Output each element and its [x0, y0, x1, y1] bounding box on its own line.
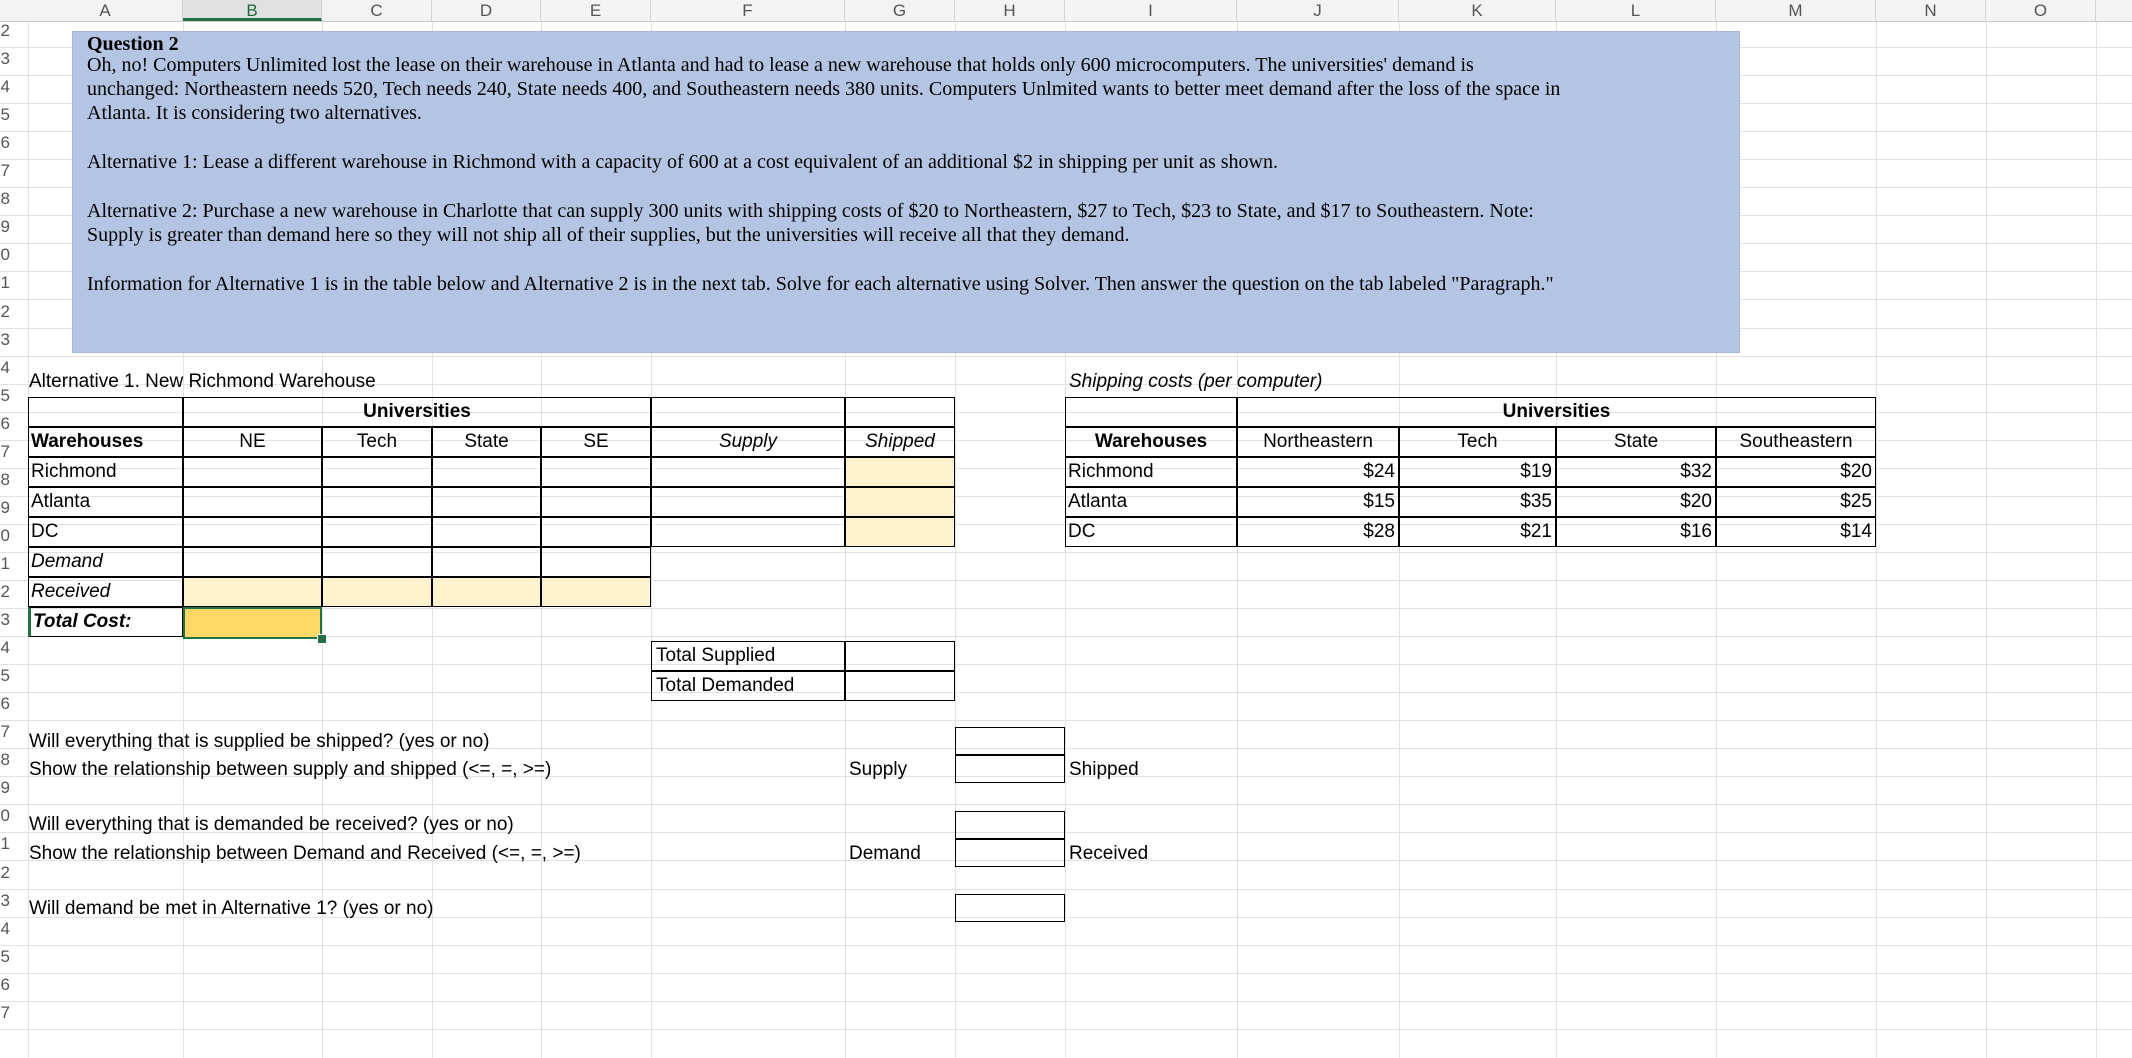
row-number[interactable]: 0: [0, 807, 10, 825]
shipping-header-tech[interactable]: Tech: [1399, 427, 1556, 457]
shipped-label[interactable]: Shipped: [1069, 759, 1139, 780]
shipping-cost-cell[interactable]: $15: [1237, 487, 1399, 517]
table-cell[interactable]: [1065, 397, 1237, 427]
row-number[interactable]: 8: [0, 190, 10, 208]
total-supplied-cell[interactable]: [845, 641, 955, 671]
table-cell[interactable]: [651, 397, 845, 427]
column-header-b[interactable]: B: [183, 0, 322, 21]
table-cell[interactable]: [28, 397, 183, 427]
question-text-box[interactable]: [72, 31, 1740, 353]
row-number[interactable]: 6: [0, 695, 10, 713]
allocation-cell[interactable]: [541, 487, 651, 517]
answer-cell-1[interactable]: [955, 727, 1065, 755]
row-number[interactable]: 5: [0, 387, 10, 405]
column-header-m[interactable]: M: [1716, 0, 1876, 21]
allocation-cell[interactable]: [322, 517, 432, 547]
row-number[interactable]: 0: [0, 246, 10, 264]
universities-header[interactable]: Universities: [183, 397, 651, 427]
allocation-cell[interactable]: [322, 487, 432, 517]
header-warehouses[interactable]: Warehouses: [28, 427, 183, 457]
fill-handle[interactable]: [317, 634, 327, 644]
row-number[interactable]: 2: [0, 864, 10, 882]
allocation-cell[interactable]: [183, 457, 322, 487]
header-supply[interactable]: Supply: [651, 427, 845, 457]
total-cost-label[interactable]: Total Cost:: [28, 607, 183, 637]
demand-label[interactable]: Demand: [849, 843, 921, 864]
answer-cell-2[interactable]: [955, 755, 1065, 783]
question-1[interactable]: Will everything that is supplied be shipped? (yes or no): [29, 731, 490, 752]
header-state[interactable]: State: [432, 427, 541, 457]
row-number[interactable]: 3: [0, 892, 10, 910]
shipping-cost-cell[interactable]: $14: [1716, 517, 1876, 547]
shipped-cell[interactable]: [845, 517, 955, 547]
column-header-bar: [0, 0, 2132, 22]
shipping-row-label[interactable]: Atlanta: [1065, 487, 1237, 517]
row-number[interactable]: 5: [0, 948, 10, 966]
shipping-row-label[interactable]: Richmond: [1065, 457, 1237, 487]
row-number[interactable]: 9: [0, 218, 10, 236]
shipping-header-northeastern[interactable]: Northeastern: [1237, 427, 1399, 457]
textbox-line: Atlanta. It is considering two alternatives.: [87, 102, 422, 124]
question-title: Question 2: [87, 33, 179, 55]
row-number[interactable]: 3: [0, 50, 10, 68]
supply-label[interactable]: Supply: [849, 759, 908, 780]
shipping-cost-cell[interactable]: $20: [1556, 487, 1716, 517]
shipping-cost-cell[interactable]: $20: [1716, 457, 1876, 487]
row-number[interactable]: 1: [0, 835, 10, 853]
column-header-j[interactable]: J: [1237, 0, 1399, 21]
allocation-cell[interactable]: [183, 517, 322, 547]
row-number[interactable]: 7: [0, 1004, 10, 1022]
total-demanded-label[interactable]: Total Demanded: [651, 671, 845, 701]
row-label-dc[interactable]: DC: [28, 517, 183, 547]
column-header-k[interactable]: K: [1399, 0, 1556, 21]
demand-cell[interactable]: [432, 547, 541, 577]
allocation-cell[interactable]: [541, 517, 651, 547]
answer-cell-5[interactable]: [955, 894, 1065, 922]
alt-table-title[interactable]: Alternative 1. New Richmond Warehouse: [29, 371, 376, 392]
row-number[interactable]: 1: [0, 274, 10, 292]
textbox-line: Information for Alternative 1 is in the table below and Alternative 2 is in the next tab. Solve for each alternative using Solver. Then answer the question on the tab labeled "Paragraph.": [87, 273, 1554, 295]
total-cost-cell[interactable]: [183, 607, 322, 639]
received-cell[interactable]: [541, 577, 651, 607]
shipping-header-state[interactable]: State: [1556, 427, 1716, 457]
answer-cell-4[interactable]: [955, 839, 1065, 867]
shipping-cost-cell[interactable]: $32: [1556, 457, 1716, 487]
allocation-cell[interactable]: [432, 487, 541, 517]
row-number[interactable]: 7: [0, 443, 10, 461]
column-header-a[interactable]: A: [28, 0, 183, 21]
row-number[interactable]: 0: [0, 527, 10, 545]
column-header-g[interactable]: G: [845, 0, 955, 21]
column-header-f[interactable]: F: [651, 0, 845, 21]
question-3[interactable]: Will everything that is demanded be received? (yes or no): [29, 814, 514, 835]
row-number[interactable]: 4: [0, 78, 10, 96]
supply-cell[interactable]: [651, 457, 845, 487]
header-se[interactable]: SE: [541, 427, 651, 457]
row-label-atlanta[interactable]: Atlanta: [28, 487, 183, 517]
demand-cell[interactable]: [322, 547, 432, 577]
shipping-table-title[interactable]: Shipping costs (per computer): [1069, 371, 1323, 392]
column-header-n[interactable]: N: [1876, 0, 1986, 21]
textbox-line: Alternative 1: Lease a different warehouse in Richmond with a capacity of 600 at a cost equivalent of an additional $2 in shipping per unit as shown.: [87, 151, 1278, 173]
question-5[interactable]: Will demand be met in Alternative 1? (yes or no): [29, 898, 434, 919]
textbox-line: Supply is greater than demand here so they will not ship all of their supplies, but the universities will receive all that they demand.: [87, 224, 1130, 246]
row-number[interactable]: 4: [0, 639, 10, 657]
row-number[interactable]: 2: [0, 303, 10, 321]
shipping-cost-cell[interactable]: $19: [1399, 457, 1556, 487]
row-number[interactable]: 5: [0, 667, 10, 685]
shipping-cost-cell[interactable]: $35: [1399, 487, 1556, 517]
row-label-richmond[interactable]: Richmond: [28, 457, 183, 487]
shipping-cost-cell[interactable]: $25: [1716, 487, 1876, 517]
row-number[interactable]: 1: [0, 555, 10, 573]
textbox-line: Oh, no! Computers Unlimited lost the lease on their warehouse in Atlanta and had to lease a new warehouse that holds only 600 microcomputers. The universities' demand is: [87, 54, 1474, 76]
shipping-row-label[interactable]: DC: [1065, 517, 1237, 547]
row-label-received[interactable]: Received: [28, 577, 183, 607]
question-4[interactable]: Show the relationship between Demand and Received (<=, =, >=): [29, 843, 581, 864]
answer-cell-3[interactable]: [955, 811, 1065, 839]
received-cell[interactable]: [322, 577, 432, 607]
row-number[interactable]: 2: [0, 583, 10, 601]
total-supplied-label[interactable]: Total Supplied: [651, 641, 845, 671]
shipped-cell[interactable]: [845, 457, 955, 487]
column-header-c[interactable]: C: [322, 0, 432, 21]
row-number[interactable]: 2: [0, 22, 10, 40]
row-number[interactable]: 8: [0, 751, 10, 769]
row-number[interactable]: 7: [0, 162, 10, 180]
shipping-cost-cell[interactable]: $24: [1237, 457, 1399, 487]
shipped-cell[interactable]: [845, 487, 955, 517]
textbox-line: Alternative 2: Purchase a new warehouse in Charlotte that can supply 300 units with shipping costs of $20 to Northeastern, $27 to Tech, $23 to State, and $17 to Southeastern. Note:: [87, 200, 1534, 222]
allocation-cell[interactable]: [432, 457, 541, 487]
column-header-e[interactable]: E: [541, 0, 651, 21]
allocation-cell[interactable]: [432, 517, 541, 547]
row-number[interactable]: 9: [0, 779, 10, 797]
received-cell[interactable]: [183, 577, 322, 607]
shipping-header-warehouses[interactable]: Warehouses: [1065, 427, 1237, 457]
row-number[interactable]: 6: [0, 415, 10, 433]
column-header-h[interactable]: H: [955, 0, 1065, 21]
column-header-i[interactable]: I: [1065, 0, 1237, 21]
header-ne[interactable]: NE: [183, 427, 322, 457]
shipping-header-southeastern[interactable]: Southeastern: [1716, 427, 1876, 457]
column-header-l[interactable]: L: [1556, 0, 1716, 21]
row-number[interactable]: 7: [0, 723, 10, 741]
shipping-universities-header[interactable]: Universities: [1237, 397, 1876, 427]
shipping-cost-cell[interactable]: $16: [1556, 517, 1716, 547]
header-tech[interactable]: Tech: [322, 427, 432, 457]
column-header-o[interactable]: O: [1986, 0, 2096, 21]
shipping-cost-cell[interactable]: $21: [1399, 517, 1556, 547]
row-number[interactable]: 6: [0, 976, 10, 994]
row-number[interactable]: 9: [0, 499, 10, 517]
row-number[interactable]: 4: [0, 920, 10, 938]
row-number[interactable]: 5: [0, 106, 10, 124]
received-cell[interactable]: [432, 577, 541, 607]
row-number[interactable]: 3: [0, 331, 10, 349]
allocation-cell[interactable]: [322, 457, 432, 487]
header-shipped[interactable]: Shipped: [845, 427, 955, 457]
row-label-demand[interactable]: Demand: [28, 547, 183, 577]
textbox-line: unchanged: Northeastern needs 520, Tech needs 240, State needs 400, and Southeastern needs 380 units. Computers Unlmited wants to better meet demand after the loss of the space in: [87, 78, 1561, 100]
row-number[interactable]: 3: [0, 611, 10, 629]
supply-cell[interactable]: [651, 487, 845, 517]
question-2[interactable]: Show the relationship between supply and shipped (<=, =, >=): [29, 759, 552, 780]
column-header-d[interactable]: D: [432, 0, 541, 21]
allocation-cell[interactable]: [541, 457, 651, 487]
demand-cell[interactable]: [183, 547, 322, 577]
row-number[interactable]: 4: [0, 359, 10, 377]
demand-cell[interactable]: [541, 547, 651, 577]
supply-cell[interactable]: [651, 517, 845, 547]
shipping-cost-cell[interactable]: $28: [1237, 517, 1399, 547]
received-label[interactable]: Received: [1069, 843, 1149, 864]
table-cell[interactable]: [845, 397, 955, 427]
row-number[interactable]: 6: [0, 134, 10, 152]
row-number[interactable]: 8: [0, 471, 10, 489]
total-demanded-cell[interactable]: [845, 671, 955, 701]
allocation-cell[interactable]: [183, 487, 322, 517]
